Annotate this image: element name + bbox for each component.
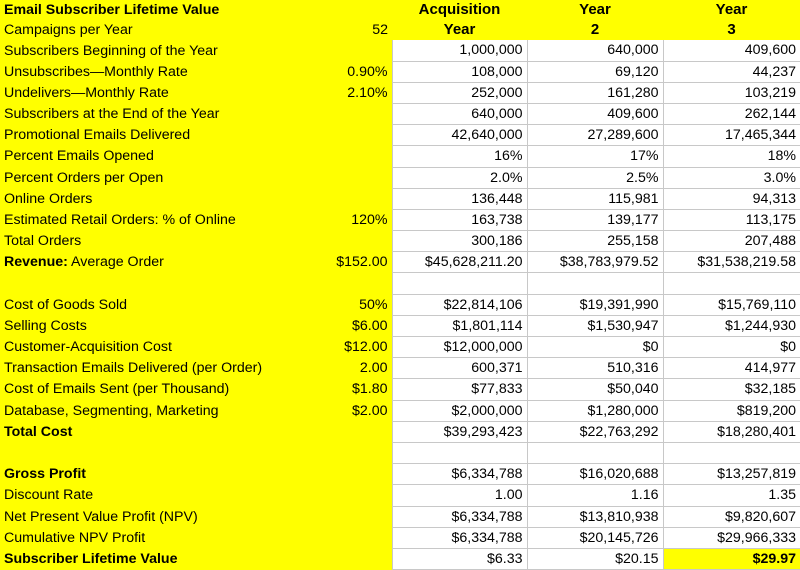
- row-label: Transaction Emails Delivered (per Order): [0, 358, 318, 379]
- year3-value: [663, 442, 800, 463]
- row-label: [0, 442, 318, 463]
- acquisition-value: 42,640,000: [392, 125, 527, 146]
- row-label-text: Average Order: [67, 254, 164, 271]
- row-parameter: 2.10%: [318, 82, 392, 103]
- row-label: [0, 273, 318, 294]
- table-row: [0, 506, 800, 527]
- year3-value: $29,966,333: [663, 527, 800, 548]
- year3-value: 18%: [663, 146, 800, 167]
- table-row: [0, 125, 800, 146]
- row-label: Cost of Goods Sold: [0, 294, 318, 315]
- acquisition-value: 108,000: [392, 61, 527, 82]
- row-parameter: [318, 527, 392, 548]
- row-parameter: [318, 125, 392, 146]
- row-label: [0, 252, 318, 273]
- table-row: [0, 337, 800, 358]
- table-row: [0, 209, 800, 230]
- table-row: [0, 188, 800, 209]
- row-parameter: [318, 421, 392, 442]
- year2-value: $0: [527, 337, 663, 358]
- year2-value: $16,020,688: [527, 464, 663, 485]
- year3-value: $9,820,607: [663, 506, 800, 527]
- row-label: Total Cost: [0, 421, 318, 442]
- acquisition-value: [392, 273, 527, 294]
- row-label: Subscribers at the End of the Year: [0, 103, 318, 124]
- row-parameter: 2.00: [318, 358, 392, 379]
- acquisition-value: $12,000,000: [392, 337, 527, 358]
- row-label: Unsubscribes—Monthly Rate: [0, 61, 318, 82]
- year2-value: [527, 273, 663, 294]
- table-row: [0, 294, 800, 315]
- row-parameter: $152.00: [318, 252, 392, 273]
- header-row-1: [0, 0, 800, 20]
- acquisition-value: 16%: [392, 146, 527, 167]
- year2-value: $38,783,979.52: [527, 252, 663, 273]
- sheet-title: Email Subscriber Lifetime Value: [0, 0, 318, 20]
- header-acquisition-sub: Year: [392, 20, 527, 40]
- year3-value: 414,977: [663, 358, 800, 379]
- year3-value: 207,488: [663, 231, 800, 252]
- acquisition-value: $77,833: [392, 379, 527, 400]
- row-label: Customer-Acquisition Cost: [0, 337, 318, 358]
- row-label: Promotional Emails Delivered: [0, 125, 318, 146]
- year3-value: $29.97: [663, 548, 800, 569]
- row-parameter: $12.00: [318, 337, 392, 358]
- row-label: Net Present Value Profit (NPV): [0, 506, 318, 527]
- acquisition-value: $22,814,106: [392, 294, 527, 315]
- header-year2: Year: [527, 0, 663, 20]
- year3-value: $32,185: [663, 379, 800, 400]
- row-parameter: [318, 40, 392, 61]
- row-label: Percent Orders per Open: [0, 167, 318, 188]
- acquisition-value: $2,000,000: [392, 400, 527, 421]
- year3-value: 113,175: [663, 209, 800, 230]
- year3-value: [663, 273, 800, 294]
- acquisition-value: $1,801,114: [392, 315, 527, 336]
- year3-value: 103,219: [663, 82, 800, 103]
- row-label: Discount Rate: [0, 485, 318, 506]
- row-label: Total Orders: [0, 231, 318, 252]
- campaigns-label: Campaigns per Year: [0, 20, 318, 40]
- acquisition-value: $45,628,211.20: [392, 252, 527, 273]
- row-parameter: [318, 506, 392, 527]
- acquisition-value: 163,738: [392, 209, 527, 230]
- row-parameter: [318, 464, 392, 485]
- year2-value: 255,158: [527, 231, 663, 252]
- row-parameter: [318, 548, 392, 569]
- year3-value: 17,465,344: [663, 125, 800, 146]
- year2-value: 115,981: [527, 188, 663, 209]
- row-parameter: $6.00: [318, 315, 392, 336]
- acquisition-value: 252,000: [392, 82, 527, 103]
- row-label-bold: Revenue:: [4, 254, 68, 271]
- row-label: Selling Costs: [0, 315, 318, 336]
- year3-value: $1,244,930: [663, 315, 800, 336]
- year2-value: 2.5%: [527, 167, 663, 188]
- row-label: Subscriber Lifetime Value: [0, 548, 318, 569]
- year2-value: 17%: [527, 146, 663, 167]
- acquisition-value: $6.33: [392, 548, 527, 569]
- row-parameter: [318, 485, 392, 506]
- row-parameter: [318, 188, 392, 209]
- header-row-2: [0, 20, 800, 40]
- table-row: [0, 315, 800, 336]
- campaigns-value: 52: [318, 20, 392, 40]
- year3-value: $13,257,819: [663, 464, 800, 485]
- year3-value: $18,280,401: [663, 421, 800, 442]
- year2-value: $22,763,292: [527, 421, 663, 442]
- year3-value: 1.35: [663, 485, 800, 506]
- year3-value: $819,200: [663, 400, 800, 421]
- year2-value: 27,289,600: [527, 125, 663, 146]
- year2-value: 640,000: [527, 40, 663, 61]
- year3-value: $15,769,110: [663, 294, 800, 315]
- acquisition-value: 600,371: [392, 358, 527, 379]
- year2-value: $13,810,938: [527, 506, 663, 527]
- table-row: [0, 103, 800, 124]
- acquisition-value: 136,448: [392, 188, 527, 209]
- year2-value: 1.16: [527, 485, 663, 506]
- year2-value: [527, 442, 663, 463]
- header-acquisition: Acquisition: [392, 0, 527, 20]
- year2-value: $19,391,990: [527, 294, 663, 315]
- table-row: [0, 379, 800, 400]
- acquisition-value: 1,000,000: [392, 40, 527, 61]
- table-row: [0, 252, 800, 273]
- row-label: Online Orders: [0, 188, 318, 209]
- acquisition-value: 2.0%: [392, 167, 527, 188]
- year2-value: $1,530,947: [527, 315, 663, 336]
- acquisition-value: 300,186: [392, 231, 527, 252]
- acquisition-value: 640,000: [392, 103, 527, 124]
- year3-value: 262,144: [663, 103, 800, 124]
- table-row: [0, 400, 800, 421]
- acquisition-value: $6,334,788: [392, 506, 527, 527]
- table-row: [0, 464, 800, 485]
- row-parameter: [318, 103, 392, 124]
- row-parameter: [318, 442, 392, 463]
- year2-value: 409,600: [527, 103, 663, 124]
- row-parameter: $1.80: [318, 379, 392, 400]
- row-label: Cost of Emails Sent (per Thousand): [0, 379, 318, 400]
- row-label: Gross Profit: [0, 464, 318, 485]
- row-parameter: 50%: [318, 294, 392, 315]
- year2-value: $20.15: [527, 548, 663, 569]
- year2-value: $1,280,000: [527, 400, 663, 421]
- row-parameter: 0.90%: [318, 61, 392, 82]
- acquisition-value: 1.00: [392, 485, 527, 506]
- year3-value: 3.0%: [663, 167, 800, 188]
- table-row: [0, 442, 800, 463]
- acquisition-value: $6,334,788: [392, 527, 527, 548]
- acquisition-value: $6,334,788: [392, 464, 527, 485]
- row-parameter: [318, 273, 392, 294]
- table-row: [0, 231, 800, 252]
- row-label: Estimated Retail Orders: % of Online: [0, 209, 318, 230]
- table-row: [0, 146, 800, 167]
- row-label: Percent Emails Opened: [0, 146, 318, 167]
- year2-value: $50,040: [527, 379, 663, 400]
- row-label: Undelivers—Monthly Rate: [0, 82, 318, 103]
- row-parameter: 120%: [318, 209, 392, 230]
- table-row: [0, 548, 800, 569]
- table-row: [0, 61, 800, 82]
- year2-value: $20,145,726: [527, 527, 663, 548]
- table-row: [0, 485, 800, 506]
- table-row: [0, 421, 800, 442]
- year3-value: 44,237: [663, 61, 800, 82]
- year3-value: 94,313: [663, 188, 800, 209]
- year2-value: 69,120: [527, 61, 663, 82]
- header-year3: Year: [663, 0, 800, 20]
- year3-value: $0: [663, 337, 800, 358]
- row-label: Subscribers Beginning of the Year: [0, 40, 318, 61]
- table-row: [0, 40, 800, 61]
- table-row: [0, 82, 800, 103]
- param-cell: [318, 0, 392, 20]
- row-parameter: [318, 167, 392, 188]
- table-row: [0, 167, 800, 188]
- table-row: [0, 527, 800, 548]
- year3-value: 409,600: [663, 40, 800, 61]
- year2-value: 510,316: [527, 358, 663, 379]
- row-label: Cumulative NPV Profit: [0, 527, 318, 548]
- row-parameter: [318, 146, 392, 167]
- table-row: [0, 273, 800, 294]
- acquisition-value: $39,293,423: [392, 421, 527, 442]
- table-row: [0, 358, 800, 379]
- year3-value: $31,538,219.58: [663, 252, 800, 273]
- header-year3-sub: 3: [663, 20, 800, 40]
- row-label: Database, Segmenting, Marketing: [0, 400, 318, 421]
- year2-value: 161,280: [527, 82, 663, 103]
- year2-value: 139,177: [527, 209, 663, 230]
- row-parameter: $2.00: [318, 400, 392, 421]
- row-parameter: [318, 231, 392, 252]
- acquisition-value: [392, 442, 527, 463]
- header-year2-sub: 2: [527, 20, 663, 40]
